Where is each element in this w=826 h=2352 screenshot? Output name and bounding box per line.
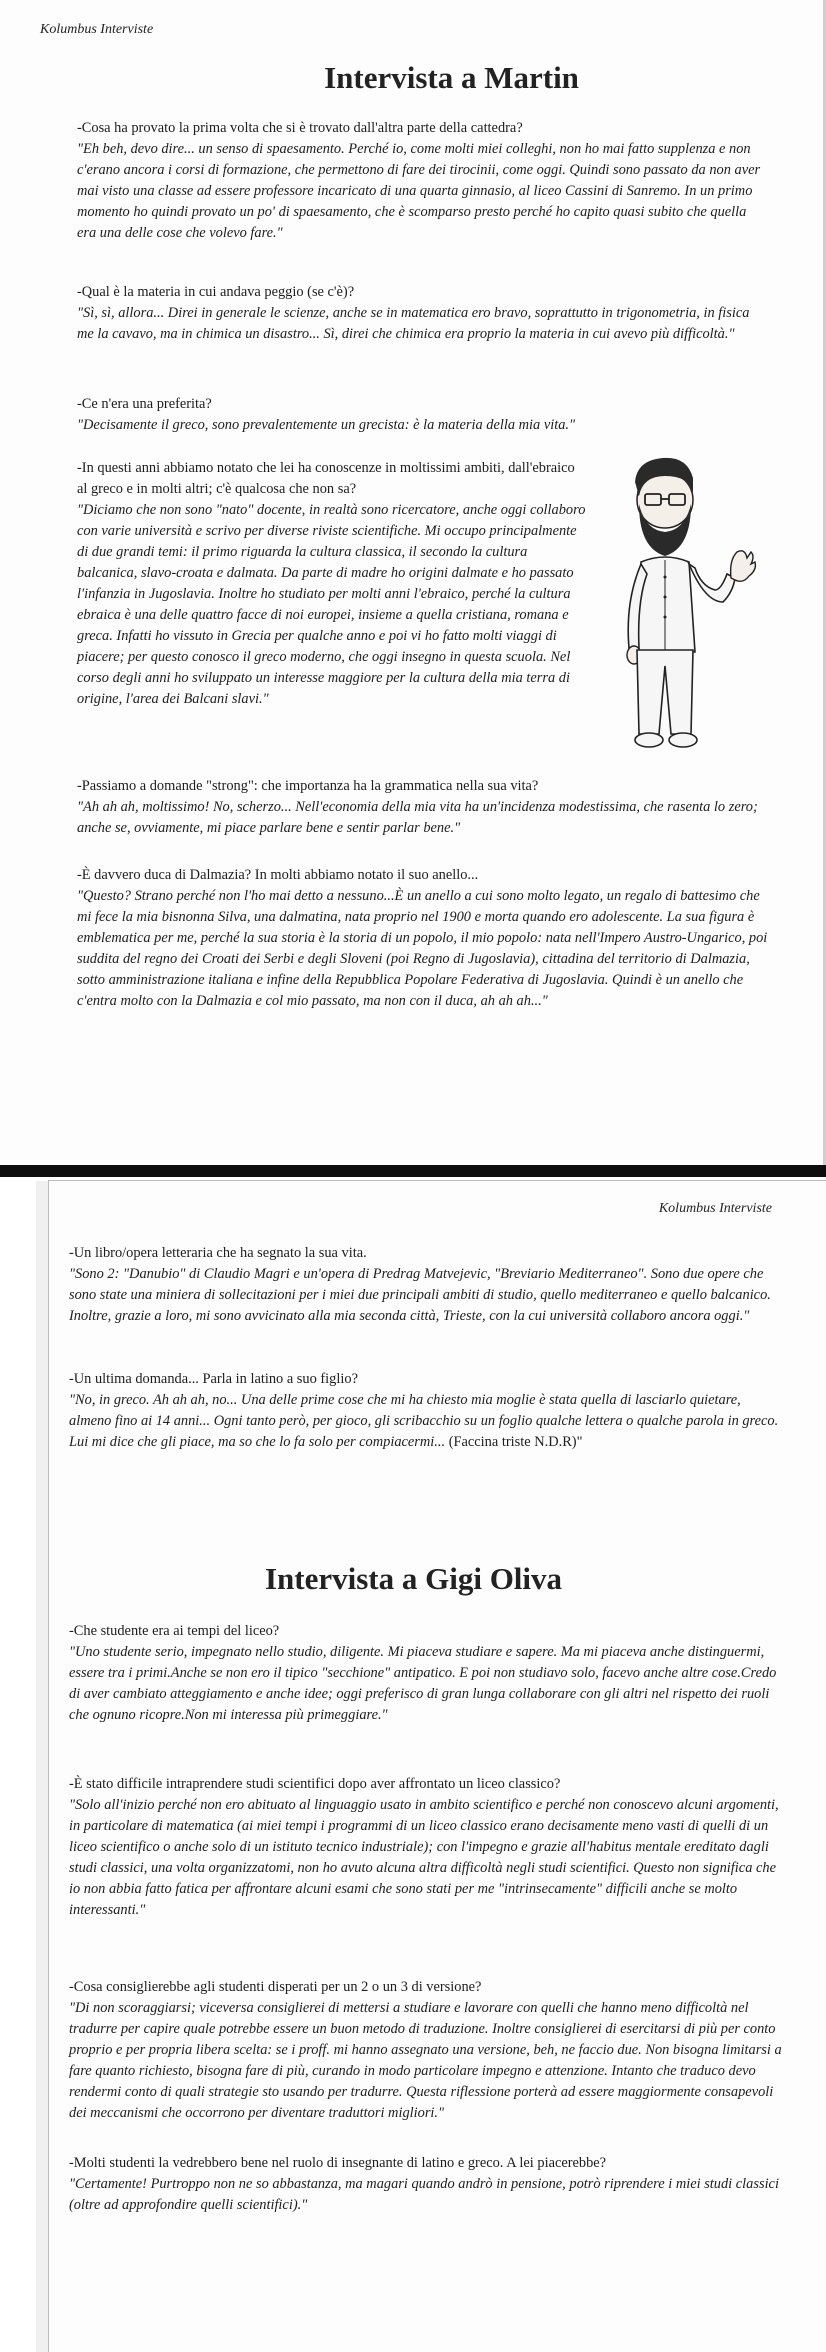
- answer: "Questo? Strano perché non l'ho mai detto a nessuno...È un anello a cui sono molto legato, un regalo di battesimo che mi fece la mia bisnonna Silva, una dalmatina, nata proprio nel 1900 e morta quando ero adolescente. La sua figura è emblematica per me, perché la sua storia è la storia di un popolo, il mio popolo: nata nell'Impero Austro-Ungarico, poi suddita del regno dei Croati dei Serbi e degli Sloveni (poi Regno di Jugoslavia), cittadina del territorio di Dalmazia, sotto amministrazione italiana e infine della Repubblica Popolare Federativa di Jugoslavia. Quindi è un anello che c'entra molto con la Dalmazia e col mio passato, ma non con il duca, ah ah ah...": [77, 888, 768, 1009]
- question: -Passiamo a domande "strong": che importanza ha la grammatica nella sua vita?: [77, 778, 539, 794]
- question: -Un libro/opera letteraria che ha segnato la sua vita.: [69, 1245, 367, 1261]
- question: -Ce n'era una preferita?: [77, 396, 212, 412]
- answer: "Di non scoraggiarsi; viceversa consiglierei di mettersi a studiare e lavorare con quelli che hanno meno difficoltà nel tradurre per capire quale potrebbe essere un buon metodo di traduzione. Inoltre consiglierei di esercitarsi di più per conto proprio e per propria libera scelta: se i proff. mi hanno assegnato una versione, beh, ne faccio due. Non bisogna limitarsi a fare quanto richiesto, bisogna fare di più, curando in modo particolare impegno e attenzione. Intanto che traduco devo rendermi conto di quali strategie sto usando per tradurre. Questa riflessione porterà ad essere maggiormente consapevoli dei meccanismi che occorrono per diventare traduttori migliori.": [69, 2000, 782, 2121]
- magazine-header: Kolumbus Interviste: [40, 22, 154, 37]
- qa-block: [77, 776, 769, 839]
- answer: "Solo all'inizio perché non ero abituato al linguaggio usato in ambito scientifico e perché non conoscevo alcuni argomenti, in particolare di matematica (ai miei tempi i programmi di un liceo classico erano decisamente meno vasti di quelli di un liceo scientifico o anche solo di un istituto tecnico industriale); con l'impegno e grazie all'habitus mentale ereditato dagli studi classici, una volta organizzatomi, non ho avuto alcuna altra difficoltà negli studi scientifici. Questo non significa che io non abbia fatto fatica per affrontare alcuni esami che sono stati per me "intrinsecamente" difficili anche se molto interessanti.": [69, 1797, 779, 1918]
- question: -È davvero duca di Dalmazia? In molti abbiamo notato il suo anello...: [77, 867, 479, 883]
- question: -Che studente era ai tempi del liceo?: [69, 1623, 280, 1639]
- answer: "Eh beh, devo dire... un senso di spaesamento. Perché io, come molti miei colleghi, non ho mai fatto supplenza e non c'erano ancora i corsi di formazione, che permettono di fare dei tirocinii, come oggi. Quindi sono passato da non aver mai visto una classe ad essere professore incaricato di una quarta ginnasio, al liceo Cassini di Sanremo. In un primo momento ho quindi provato un po' di spaesamento, che è scomparso presto perché ho capito quasi subito che quella era una delle cose che volevo fare.": [77, 141, 761, 241]
- answer: "Decisamente il greco, sono prevalentemente un grecista: è la materia della mia vita.": [77, 417, 576, 433]
- question: -Un ultima domanda... Parla in latino a suo figlio?: [69, 1371, 358, 1387]
- page-divider: [0, 1165, 826, 1177]
- qa-block: [77, 865, 769, 1012]
- qa-block: [69, 2153, 785, 2216]
- question: -In questi anni abbiamo notato che lei ha conoscenze in moltissimi ambiti, dall'ebraico al greco e in molti altri; c'è qualcosa che non sa?: [77, 460, 575, 497]
- answer-text: "No, in greco. Ah ah ah, no... Una delle prime cose che mi ha chiesto mia moglie è stata quella di lasciarlo quietare, almeno fino ai 14 anni... Ogni tanto però, per gioco, gli scribacchio su un foglio qualche lettera o qualche parola in greco. Lui mi dice che gli piace, ma so che lo fa solo per compiacermi...: [69, 1392, 779, 1450]
- question: -Cosa consiglierebbe agli studenti disperati per un 2 o un 3 di versione?: [69, 1979, 482, 1995]
- answer: "Certamente! Purtroppo non ne so abbastanza, ma magari quando andrò in pensione, potrò riprendere i miei studi classici (oltre ad approfondire quelli scientifici).": [69, 2176, 779, 2213]
- qa-block: [69, 1774, 785, 1921]
- answer: "Sono 2: "Danubio" di Claudio Magri e un'opera di Predrag Matvejevic, "Breviario Mediterraneo". Sono due opere che sono state una miniera di sollecitazioni per i miei due principali ambiti di studio, quello mediterraneo e quello balcanico. Inoltre, grazie a loro, mi sono avvicinato alla mia seconda città, Trieste, con la cui università collaboro ancora oggi.": [69, 1266, 771, 1324]
- qa-block: [77, 458, 587, 710]
- magazine-header: Kolumbus Interviste: [658, 1201, 772, 1216]
- answer: "Diciamo che non sono "nato" docente, in realtà sono ricercatore, anche oggi collaboro con varie università e scrivo per diverse riviste scientifiche. Mi occupo principalmente di due grandi temi: il primo riguarda la cultura classica, il secondo la cultura balcanica, slavo-croata e dalmata. Da parte di madre ho origini dalmate e ho passato l'infanzia in Jugoslavia. Inoltre ho studiato per molti anni l'ebraico, perché la cultura ebraica è una delle quattro facce di noi europei, insieme a quella cristiana, romana e greca. Infatti ho vissuto in Grecia per qualche anno e poi vi ho fatto molti viaggi di piacere; per questo conosco il greco moderno, che oggi insegno in questa scuola. Nel corso degli anni ho sviluppato un interesse maggiore per la cultura della mia terra di origine, l'area dei Balcani slavi.": [77, 502, 586, 707]
- qa-block: [69, 1621, 785, 1726]
- editor-note: (Faccina triste N.D.R)": [448, 1434, 583, 1450]
- cartoon-man-waving-icon: [595, 452, 760, 750]
- qa-block: [77, 282, 769, 345]
- page-spine: [36, 1181, 48, 2352]
- qa-block: [69, 1977, 785, 2124]
- question: -Cosa ha provato la prima volta che si è trovato dall'altra parte della cattedra?: [77, 120, 523, 136]
- answer: [69, 1390, 785, 1453]
- question: -Qual è la materia in cui andava peggio (se c'è)?: [77, 284, 355, 300]
- question: -È stato difficile intraprendere studi scientifici dopo aver affrontato un liceo classico?: [69, 1776, 561, 1792]
- page-two: [48, 1180, 826, 2352]
- answer: "Ah ah ah, moltissimo! No, scherzo... Nell'economia della mia vita ha un'incidenza modestissima, che rasenta lo zero; anche se, ovviamente, mi piace parlare bene e sentir parlar bene.": [77, 799, 758, 836]
- answer: "Sì, sì, allora... Direi in generale le scienze, anche se in matematica ero bravo, soprattutto in trigonometria, in fisica me la cavavo, ma in chimica un disastro... Sì, direi che chimica era proprio la materia in cui avevo più difficoltà.": [77, 305, 750, 342]
- qa-block: [77, 394, 769, 436]
- interview-title-gigi: Intervista a Gigi Oliva: [264, 1561, 563, 1596]
- interview-title-martin: Intervista a Martin: [324, 60, 579, 95]
- question: -Molti studenti la vedrebbero bene nel ruolo di insegnante di latino e greco. A lei piacerebbe?: [69, 2155, 607, 2171]
- qa-block: [77, 118, 769, 244]
- page-one: [0, 0, 826, 1165]
- qa-block: [69, 1369, 785, 1453]
- answer: "Uno studente serio, impegnato nello studio, diligente. Mi piaceva studiare e sapere. Ma mi piaceva anche distinguermi, essere tra i primi.Anche se non ero il tipico "secchione" antipatico. E poi non studiavo solo, facevo anche altre cose.Credo di aver cambiato atteggiamento e anche idee; oggi preferisco di gran lunga collaborare con gli altri nel rispetto dei ruoli che ognuno ricopre.Non mi interessa più primeggiare.": [69, 1644, 777, 1723]
- qa-block: [69, 1243, 785, 1327]
